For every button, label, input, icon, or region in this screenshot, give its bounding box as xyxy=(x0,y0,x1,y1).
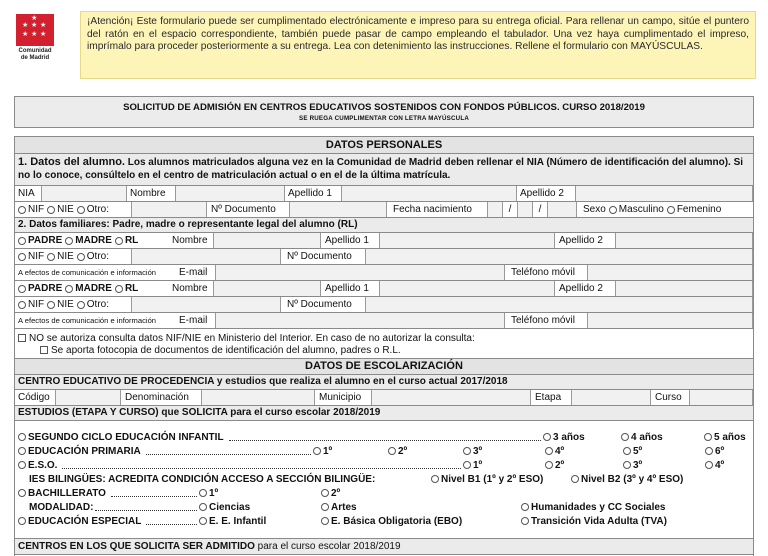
alumno-section-heading xyxy=(15,154,753,186)
alumno-name-row xyxy=(15,186,753,202)
form-title-box xyxy=(14,96,754,128)
parent2-document-row xyxy=(15,297,753,313)
especial-infantil-radio[interactable]: E. E. Infantil xyxy=(199,515,266,527)
modalidad-label: MODALIDAD: xyxy=(29,501,94,513)
infantil-4-radio[interactable]: 4 años xyxy=(621,432,701,443)
bachillerato-radio[interactable]: BACHILLERATO xyxy=(18,488,106,499)
admission-form xyxy=(14,136,754,556)
estudios-title: ESTUDIOS (ETAPA Y CURSO) xyxy=(18,407,159,418)
radio-icon xyxy=(65,285,73,293)
nia-label: NIA xyxy=(15,186,41,201)
radio-icon xyxy=(667,206,675,214)
fecha-dia-input[interactable] xyxy=(487,202,503,217)
estudios-options xyxy=(15,421,753,539)
parent2-apellido2-label: Apellido 2 xyxy=(555,281,615,296)
madrid-flag-icon: ★ ★ ★ ★ ★ ★ ★ xyxy=(16,14,54,46)
eso-2-radio[interactable]: 2º xyxy=(545,459,564,471)
especial-tva-radio[interactable]: Transición Vida Adulta (TVA) xyxy=(521,515,667,527)
parent2-apellido2-input[interactable] xyxy=(615,281,753,296)
etapa-label: Etapa xyxy=(531,390,571,405)
parent2-email-input[interactable] xyxy=(215,313,505,328)
parent2-nombre-input[interactable] xyxy=(213,281,321,296)
alumno-documento-input[interactable] xyxy=(289,202,387,217)
radio-icon xyxy=(47,253,55,261)
parent2-madre-radio[interactable]: MADRE xyxy=(65,283,112,294)
n-documento-label: Nº Documento xyxy=(207,202,289,217)
parent2-padre-radio[interactable]: PADRE xyxy=(18,283,62,294)
parent1-contact-row xyxy=(15,265,753,281)
etapa-input[interactable] xyxy=(571,390,651,405)
centro-title: CENTRO EDUCATIVO DE PROCEDENCIA xyxy=(18,376,215,387)
centros-title: CENTROS EN LOS QUE SOLICITA SER ADMITIDO xyxy=(18,541,255,552)
parent2-telefono-input[interactable] xyxy=(587,313,753,328)
fecha-anio-input[interactable] xyxy=(547,202,577,217)
bilingue-b2-radio[interactable]: Nivel B2 (3º y 4º ESO) xyxy=(571,473,683,485)
eso-3-radio[interactable]: 3º xyxy=(623,459,642,471)
datos-personales-heading: DATOS PERSONALES xyxy=(15,137,753,154)
parent1-nombre-input[interactable] xyxy=(213,233,321,248)
radio-icon xyxy=(18,433,26,441)
femenino-radio[interactable]: Femenino xyxy=(667,204,721,215)
nombre-label: Nombre xyxy=(127,186,175,201)
alumno-document-row xyxy=(15,202,753,218)
parent1-name-row xyxy=(15,233,753,249)
municipio-input[interactable] xyxy=(371,390,531,405)
sexo-label: Sexo xyxy=(583,204,606,215)
familiares-heading: 2. Datos familiares: Padre, madre o representante legal del alumno (RL) xyxy=(15,218,753,233)
especial-row xyxy=(18,515,199,527)
primaria-4-radio[interactable]: 4º xyxy=(545,445,564,457)
parent1-padre-radio[interactable]: PADRE xyxy=(18,235,62,246)
radio-icon xyxy=(18,517,26,525)
radio-icon xyxy=(621,433,629,441)
apellido2-label: Apellido 2 xyxy=(517,186,575,201)
estudios-rest: que SOLICITA para el curso escolar 2018/2019 xyxy=(158,407,381,418)
leader-dots xyxy=(95,503,197,511)
radio-icon xyxy=(77,206,85,214)
alumno-doc-type xyxy=(15,202,131,217)
radio-icon xyxy=(609,206,617,214)
parent1-apellido1-input[interactable] xyxy=(379,233,555,248)
leader-dots xyxy=(146,517,197,525)
radio-icon xyxy=(18,461,26,469)
authorization-block xyxy=(15,329,753,359)
modalidad-ciencias-radio[interactable]: Ciencias xyxy=(199,501,250,513)
parent1-apellido2-label: Apellido 2 xyxy=(555,233,615,248)
comunidad-madrid-logo xyxy=(12,14,58,62)
centros-rest: para el curso escolar 2018/2019 xyxy=(254,541,401,552)
municipio-label: Municipio xyxy=(315,390,371,405)
estudios-heading xyxy=(15,406,753,421)
parent2-nif-radio[interactable]: NIF xyxy=(18,299,44,310)
infantil-5-radio[interactable]: 5 años xyxy=(704,432,750,443)
parent1-document-row xyxy=(15,249,753,265)
radio-icon xyxy=(77,301,85,309)
parent1-otro-input[interactable] xyxy=(131,249,281,264)
modalidad-row xyxy=(29,501,199,513)
nombre-input[interactable] xyxy=(175,186,285,201)
apellido2-input[interactable] xyxy=(575,186,753,201)
modalidad-artes-radio[interactable]: Artes xyxy=(321,501,357,513)
parent1-doc-type xyxy=(15,249,131,264)
fotocopia-text: Se aporta fotocopia de documentos de identificación del alumno, padres o R.L. xyxy=(51,345,401,356)
parent1-documento-input[interactable] xyxy=(365,249,753,264)
radio-icon xyxy=(543,433,551,441)
escolarizacion-heading: DATOS DE ESCOLARIZACIÓN xyxy=(15,359,753,375)
bilingue-b1-radio[interactable]: Nivel B1 (1º y 2º ESO) xyxy=(431,473,543,485)
infantil-row xyxy=(18,431,750,443)
instructions-notice: ¡Atención¡ Este formulario puede ser cumplimentado electrónicamente e impreso para su entrega oficial. Para rellenar un campo, sitúe el puntero del ratón en el espacio correspondiente, también puede pasar de campo empleando el tabulador. Una vez haya cumplimentado el impreso, imprímalo para proceder posteriormente a su entrega. Lea con detenimiento las instrucciones. Rellene el formulario con MAYÚSCULAS. xyxy=(80,11,756,79)
parent1-efectos-label: A efectos de comunicación e información xyxy=(15,265,177,280)
parent1-apellido1-label: Apellido 1 xyxy=(321,233,379,248)
centros-solicita-heading xyxy=(15,539,753,555)
codigo-label: Código xyxy=(15,390,55,405)
eso-1-radio[interactable]: 1º xyxy=(463,459,482,471)
centro-rest: y estudios que realiza el alumno en el curso actual 2017/2018 xyxy=(214,376,508,387)
eso-4-radio[interactable]: 4º xyxy=(705,459,724,471)
radio-icon xyxy=(18,237,26,245)
parent2-doc-type xyxy=(15,297,131,312)
parent2-apellido1-label: Apellido 1 xyxy=(321,281,379,296)
parent1-email-label: E-mail xyxy=(177,265,215,280)
logo-text-line1: Comunidad xyxy=(18,48,52,54)
bilingue-label: IES BILINGÜES: ACREDITA CONDICIÓN ACCESO A SECCIÓN BILINGÜE: xyxy=(29,473,376,485)
radio-icon xyxy=(65,237,73,245)
no-autoriza-line xyxy=(18,333,753,345)
parent2-contact-row xyxy=(15,313,753,329)
especial-radio[interactable]: EDUCACIÓN ESPECIAL xyxy=(18,516,141,527)
parent2-nie-radio[interactable]: NIE xyxy=(47,299,74,310)
parent2-apellido1-input[interactable] xyxy=(379,281,555,296)
curso-label: Curso xyxy=(651,390,689,405)
alumno-otro-input[interactable] xyxy=(131,202,207,217)
fotocopia-checkbox[interactable] xyxy=(40,346,48,354)
denominacion-input[interactable] xyxy=(201,390,315,405)
radio-icon xyxy=(18,447,26,455)
parent1-telefono-label: Teléfono móvil xyxy=(505,265,587,280)
date-separator: / xyxy=(503,202,517,217)
parent1-otro-radio[interactable]: Otro: xyxy=(77,251,109,262)
centro-procedencia-heading xyxy=(15,375,753,390)
parent1-nif-radio[interactable]: NIF xyxy=(18,251,44,262)
modalidad-humanidades-radio[interactable]: Humanidades y CC Sociales xyxy=(521,501,666,513)
radio-icon xyxy=(18,489,26,497)
logo-text-line2: de Madrid xyxy=(20,55,50,61)
bachillerato-row xyxy=(18,487,199,499)
radio-icon xyxy=(18,253,26,261)
parent1-email-input[interactable] xyxy=(215,265,505,280)
radio-icon xyxy=(47,206,55,214)
parent2-email-label: E-mail xyxy=(177,313,215,328)
infantil-3-radio[interactable]: 3 años xyxy=(543,432,618,443)
bach-1-radio[interactable]: 1º xyxy=(199,487,218,499)
denominacion-label: Denominación xyxy=(121,390,201,405)
alumno-otro-radio[interactable]: Otro: xyxy=(77,204,109,215)
curso-input[interactable] xyxy=(689,390,753,405)
primaria-6-radio[interactable]: 6º xyxy=(705,445,724,457)
parent2-name-row xyxy=(15,281,753,297)
parent1-apellido2-input[interactable] xyxy=(615,233,753,248)
especial-ebo-radio[interactable]: E. Básica Obligatoria (EBO) xyxy=(321,515,462,527)
bach-2-radio[interactable]: 2º xyxy=(321,487,340,499)
parent2-otro-radio[interactable]: Otro: xyxy=(77,299,109,310)
nia-input[interactable] xyxy=(41,186,127,201)
fecha-nacimiento-label: Fecha nacimiento xyxy=(387,202,487,217)
parent1-nombre-label: Nombre xyxy=(169,233,213,248)
alumno-nif-radio[interactable]: NIF xyxy=(18,204,44,215)
parent1-n-documento-label: Nº Documento xyxy=(281,249,365,264)
parent1-rl-radio[interactable]: RL xyxy=(115,235,138,246)
fotocopia-line xyxy=(18,345,753,357)
alumno-note: Los alumnos matriculados alguna vez en la Comunidad de Madrid deben rellenar el NIA (Número de identificación del alumno). Si no lo conoce, consúltelo en el centro de matriculación actual o en el de la última matrícula. xyxy=(18,157,744,181)
sexo-options xyxy=(577,202,753,217)
form-title: SOLICITUD DE ADMISIÓN EN CENTROS EDUCATIVOS SOSTENIDOS CON FONDOS PÚBLICOS. CURSO 2018/2019 xyxy=(123,102,645,113)
no-autoriza-text: NO se autoriza consulta datos NIF/NIE en Ministerio del Interior. En caso de no autorizar la consulta: xyxy=(29,333,475,344)
eso-radio[interactable]: E.S.O. xyxy=(18,460,57,471)
infantil-radio[interactable]: SEGUNDO CICLO EDUCACIÓN INFANTIL xyxy=(18,432,224,443)
parent1-telefono-input[interactable] xyxy=(587,265,753,280)
radio-icon xyxy=(115,285,123,293)
leader-dots xyxy=(229,433,541,441)
alumno-nie-radio[interactable]: NIE xyxy=(47,204,74,215)
radio-icon xyxy=(18,206,26,214)
codigo-input[interactable] xyxy=(55,390,121,405)
apellido1-label: Apellido 1 xyxy=(285,186,341,201)
masculino-radio[interactable]: Masculino xyxy=(609,204,664,215)
parent2-telefono-label: Teléfono móvil xyxy=(505,313,587,328)
parent1-madre-radio[interactable]: MADRE xyxy=(65,235,112,246)
radio-icon xyxy=(704,433,712,441)
parent1-role xyxy=(15,233,169,248)
radio-icon xyxy=(77,253,85,261)
leader-dots xyxy=(62,461,461,469)
radio-icon xyxy=(115,237,123,245)
primaria-2-radio[interactable]: 2º xyxy=(388,445,407,457)
leader-dots xyxy=(146,447,311,455)
primaria-3-radio[interactable]: 3º xyxy=(463,445,482,457)
primaria-1-radio[interactable]: 1º xyxy=(313,445,332,457)
form-subtitle: SE RUEGA CUMPLIMENTAR CON LETRA MAYÚSCULA xyxy=(299,115,469,122)
primaria-row xyxy=(18,445,313,457)
parent2-n-documento-label: Nº Documento xyxy=(281,297,365,312)
parent2-rl-radio[interactable]: RL xyxy=(115,283,138,294)
primaria-5-radio[interactable]: 5º xyxy=(623,445,642,457)
centro-procedencia-row xyxy=(15,390,753,406)
radio-icon xyxy=(47,301,55,309)
parent2-role xyxy=(15,281,169,296)
parent2-efectos-label: A efectos de comunicación e información xyxy=(15,313,177,328)
parent2-documento-input[interactable] xyxy=(365,297,753,312)
eso-row xyxy=(18,459,463,471)
apellido1-input[interactable] xyxy=(341,186,517,201)
fecha-mes-input[interactable] xyxy=(517,202,533,217)
primaria-radio[interactable]: EDUCACIÓN PRIMARIA xyxy=(18,446,141,457)
radio-icon xyxy=(18,285,26,293)
leader-dots xyxy=(111,489,197,497)
parent1-nie-radio[interactable]: NIE xyxy=(47,251,74,262)
no-autoriza-checkbox[interactable] xyxy=(18,334,26,342)
date-separator: / xyxy=(533,202,547,217)
parent2-nombre-label: Nombre xyxy=(169,281,213,296)
radio-icon xyxy=(18,301,26,309)
parent2-otro-input[interactable] xyxy=(131,297,281,312)
alumno-title: 1. Datos del alumno. xyxy=(18,156,125,168)
